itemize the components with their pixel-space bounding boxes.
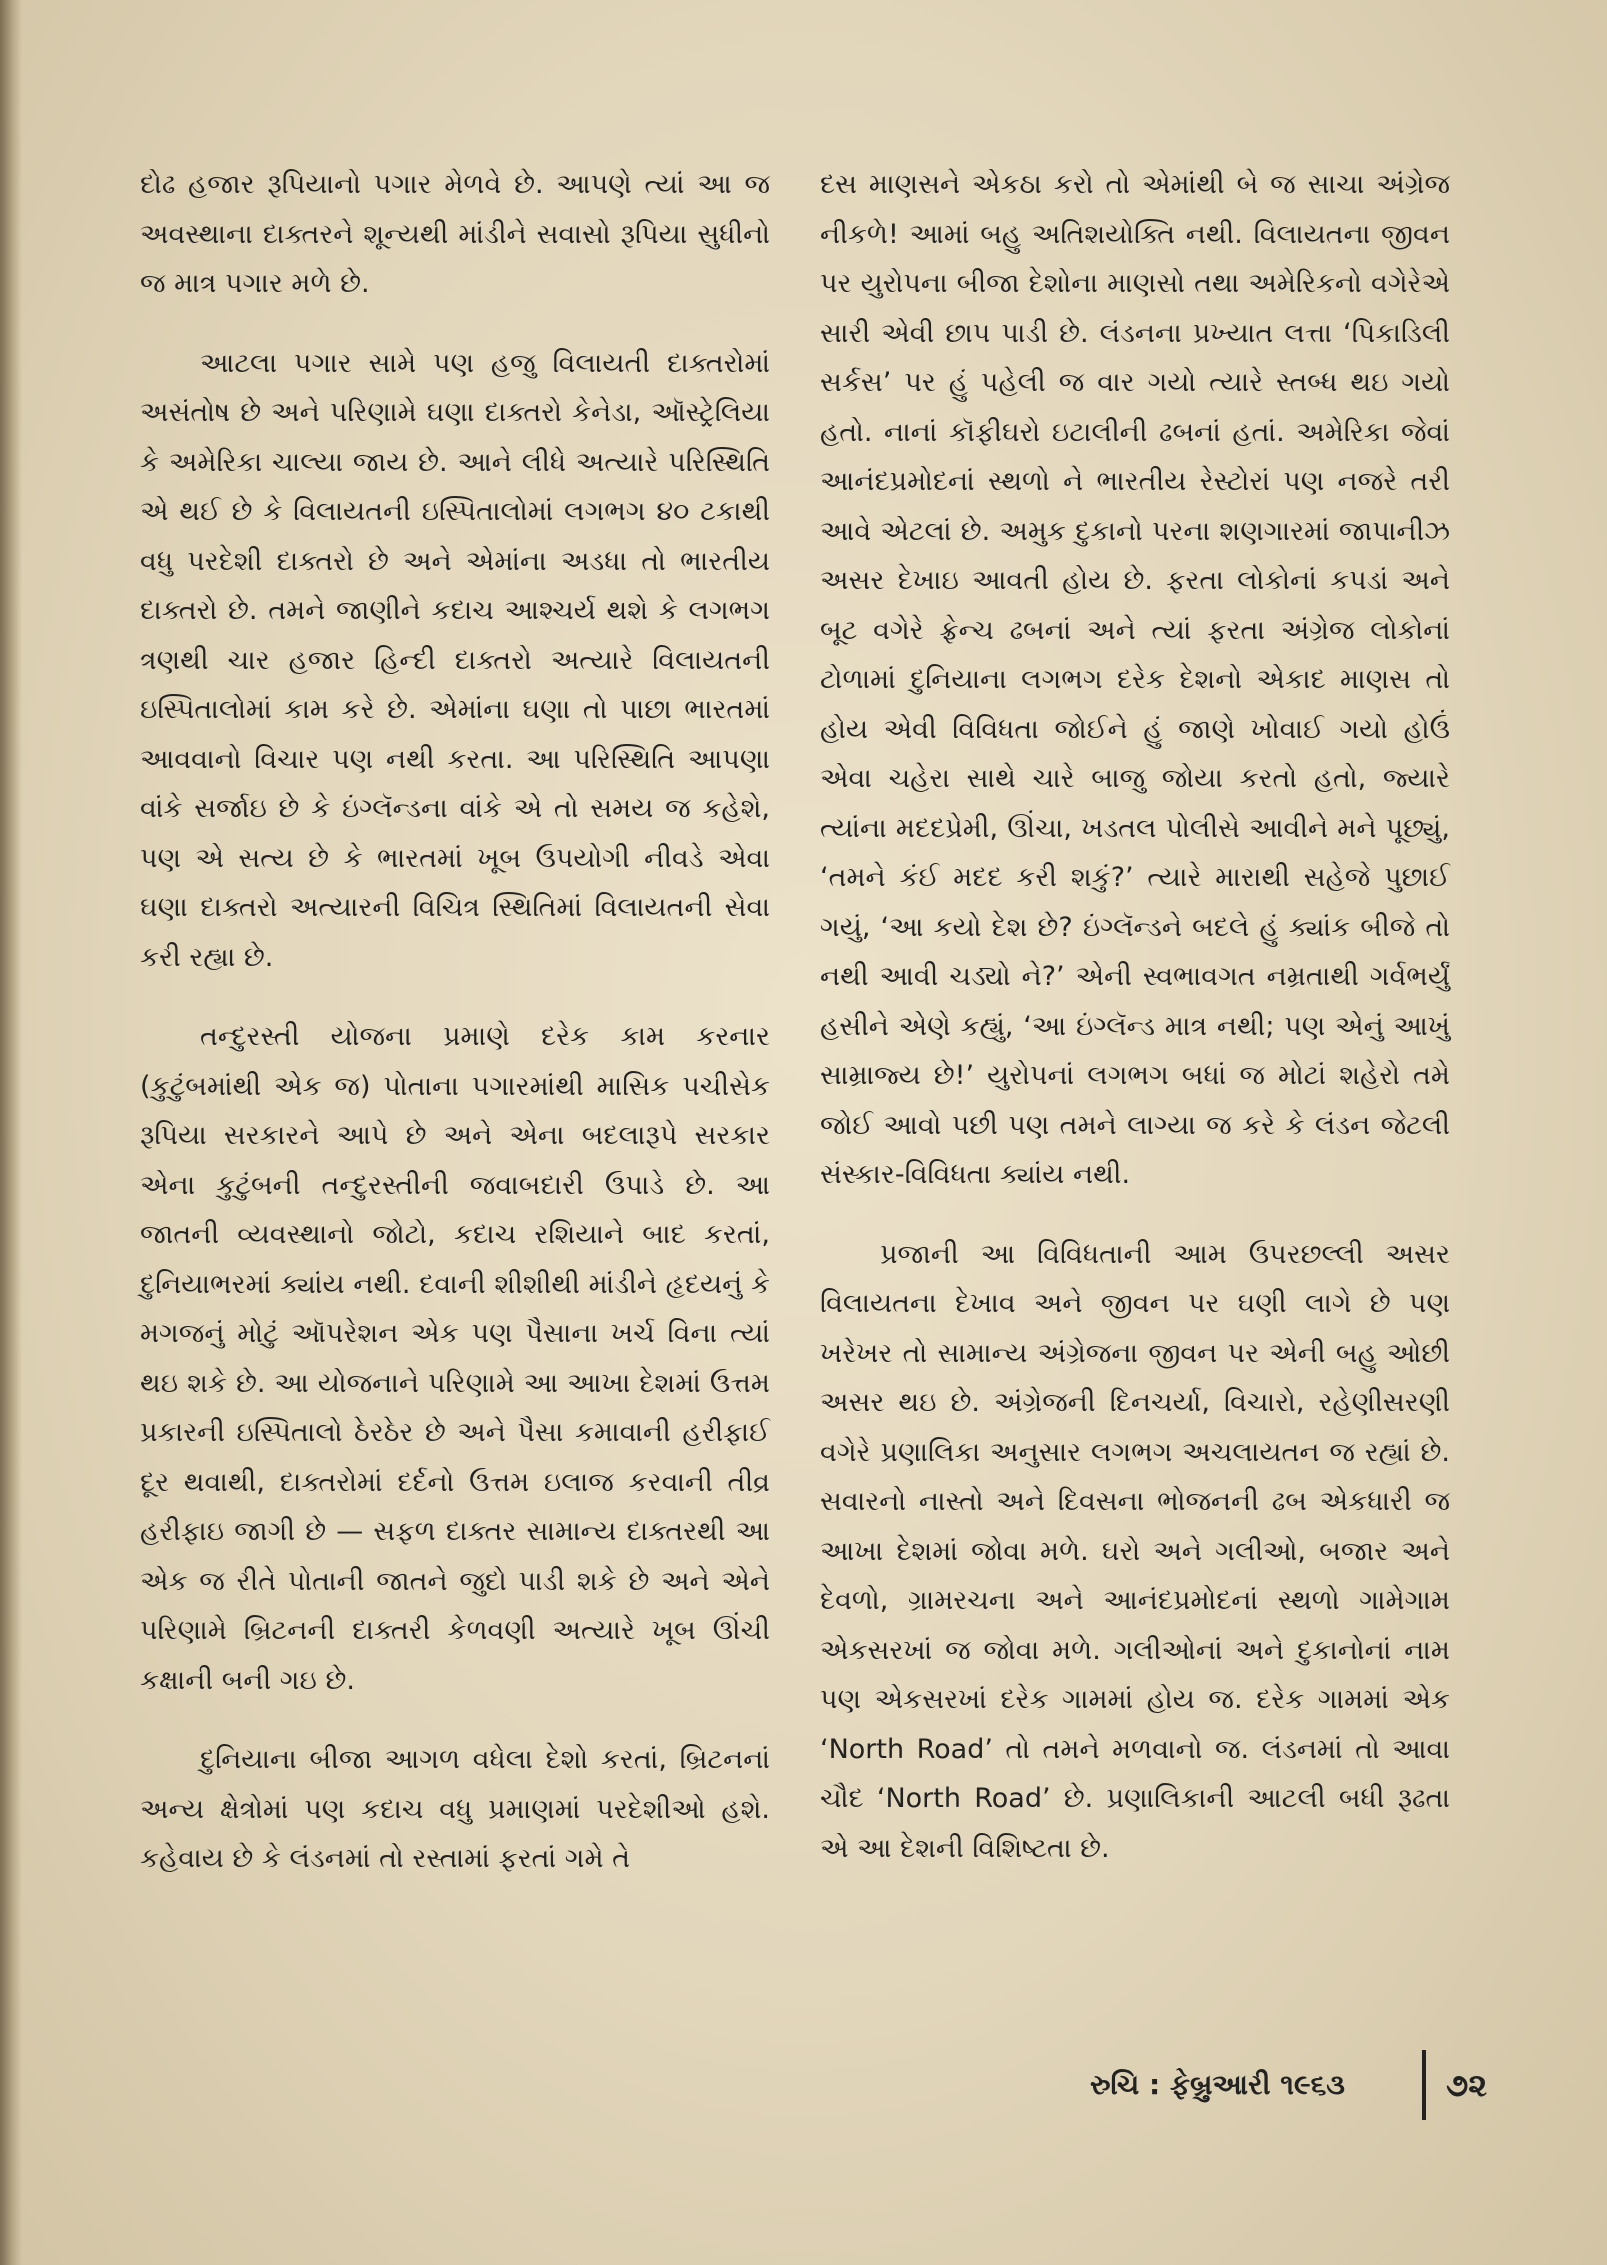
right-paragraph-1: દસ માણસને એકઠા કરો તો એમાંથી બે જ સાચા અંગ્રેજ નીકળે! આમાં બહુ અતિશયોક્તિ નથી. વિલાયતના જીવન પર યુરોપના બીજા દેશોના માણસો તથા અમેરિકનો વગેરેએ સારી એવી છાપ પાડી છે. લંડનના પ્રખ્યાત લત્તા ‘પિકાડિલી સર્કસ’ પર હું પહેલી જ વાર ગયો ત્યારે સ્તબ્ધ થઇ ગયો હતો. નાનાં કૉફીઘરો ઇટાલીની ઢબનાં હતાં. અમેરિકા જેવાં આનંદપ્રમોદનાં સ્થળો ને ભારતીય રેસ્ટોરાં પણ નજરે તરી આવે એટલાં છે. અમુક દુકાનો પરના શણગારમાં જાપાનીઝ અસર દેખાઇ આવતી હોય છે. ફરતા લોકોનાં કપડાં અને બૂટ વગેરે ફ્રેન્ચ ઢબનાં અને ત્યાં ફરતા અંગ્રેજ લોકોનાં ટોળામાં દુનિયાના લગભગ દરેક દેશનો એકાદ માણસ તો હોય એવી વિવિધતા જોઈને હું જાણે ખોવાઈ ગયો હોઉં એવા ચહેરા સાથે ચારે બાજુ જોયા કરતો હતો, જ્યારે ત્યાંના મદદપ્રેમી, ઊંચા, ખડતલ પોલીસે આવીને મને પૂછ્યું, ‘તમને કંઈ મદદ કરી શકું?’ ત્યારે મારાથી સહેજે પુછાઈ ગયું, ‘આ કયો દેશ છે? ઇંગ્લૅન્ડને બદલે હું ક્યાંક બીજે તો નથી આવી ચડ્યો ને?’ એની સ્વભાવગત નમ્રતાથી ગર્વભર્યું હસીને એણે કહ્યું, ‘આ ઇંગ્લૅન્ડ માત્ર નથી; પણ એનું આખું સામ્રાજ્ય છે!’ યુરોપનાં લગભગ બધાં જ મોટાં શહેરો તમે જોઈ આવો પછી પણ તમને લાગ્યા જ કરે કે લંડન જેટલી સંસ્કાર-વિવિધતા ક્યાંય નથી.: [820, 169, 1450, 1190]
binding-shadow: [0, 0, 22, 2265]
page-number: ૭૨: [1446, 2066, 1488, 2104]
left-paragraph-2: આટલા પગાર સામે પણ હજુ વિલાયતી દાક્તરોમાં અસંતોષ છે અને પરિણામે ઘણા દાક્તરો કેનેડા, ઑસ્ટ્રેલિયા કે અમેરિકા ચાલ્યા જાય છે. આને લીધે અત્યારે પરિસ્થિતિ એ થઈ છે કે વિલાયતની ઇસ્પિતાલોમાં લગભગ ૪૦ ટકાથી વધુ પરદેશી દાક્તરો છે અને એમાંના અડધા તો ભારતીય દાક્તરો છે. તમને જાણીને કદાચ આશ્ચર્ય થશે કે લગભગ ત્રણથી ચાર હજાર હિન્દી દાક્તરો અત્યારે વિલાયતની ઇસ્પિતાલોમાં કામ કરે છે. એમાંના ઘણા તો પાછા ભારતમાં આવવાનો વિચાર પણ નથી કરતા. આ પરિસ્થિતિ આપણા વાંકે સર્જાઇ છે કે ઇંગ્લૅન્ડના વાંકે એ તો સમય જ કહેશે, પણ એ સત્ય છે કે ભારતમાં ખૂબ ઉપયોગી નીવડે એવા ઘણા દાક્તરો અત્યારની વિચિત્ર સ્થિતિમાં વિલાયતની સેવા કરી રહ્યા છે.: [140, 347, 770, 973]
footer-publication-date: રુચિ : ફેબ્રુઆરી ૧૯૬૩: [1090, 2068, 1345, 2101]
left-paragraph-3: તન્દુરસ્તી યોજના પ્રમાણે દરેક કામ કરનાર (કુટુંબમાંથી એક જ) પોતાના પગારમાંથી માસિક પચીસેક રૂપિયા સરકારને આપે છે અને એના બદલારૂપે સરકાર એના કુટુંબની તન્દુરસ્તીની જવાબદારી ઉપાડે છે. આ જાતની વ્યવસ્થાનો જોટો, કદાચ રશિયાને બાદ કરતાં, દુનિયાભરમાં ક્યાંય નથી. દવાની શીશીથી માંડીને હૃદયનું કે મગજનું મોટું ઑપરેશન એક પણ પૈસાના ખર્ચ વિના ત્યાં થઇ શકે છે. આ યોજનાને પરિણામે આ આખા દેશમાં ઉત્તમ પ્રકારની ઇસ્પિતાલો ઠેરઠેર છે અને પૈસા કમાવાની હરીફાઈ દૂર થવાથી, દાક્તરોમાં દર્દનો ઉત્તમ ઇલાજ કરવાની તીવ્ર હરીફાઇ જાગી છે — સફળ દાક્તર સામાન્ય દાક્તરથી આ એક જ રીતે પોતાની જાતને જુદો પાડી શકે છે અને એને પરિણામે બ્રિટનની દાક્તરી કેળવણી અત્યારે ખૂબ ઊંચી કક્ષાની બની ગઇ છે.: [140, 1021, 770, 1696]
page-footer: [1090, 2050, 1510, 2120]
footer-divider: [1422, 2050, 1426, 2120]
right-paragraph-2: પ્રજાની આ વિવિધતાની આમ ઉપરછલ્લી અસર વિલાયતના દેખાવ અને જીવન પર ઘણી લાગે છે પણ ખરેખર તો સામાન્ય અંગ્રેજના જીવન પર એની બહુ ઓછી અસર થઇ છે. અંગ્રેજની દિનચર્યા, વિચારો, રહેણીસરણી વગેરે પ્રણાલિકા અનુસાર લગભગ અચલાયતન જ રહ્યાં છે. સવારનો નાસ્તો અને દિવસના ભોજનની ઢબ એકધારી જ આખા દેશમાં જોવા મળે. ઘરો અને ગલીઓ, બજાર અને દેવળો, ગ્રામરચના અને આનંદપ્રમોદનાં સ્થળો ગામેગામ એકસરખાં જ જોવા મળે. ગલીઓનાં અને દુકાનોનાં નામ પણ એકસરખાં દરેક ગામમાં હોય જ. દરેક ગામમાં એક ‘North Road’ તો તમને મળવાનો જ. લંડનમાં તો આવા ચૌદ ‘North Road’ છે. પ્રણાલિકાની આટલી બધી રૂઢતા એ આ દેશની વિશિષ્ટતા છે.: [820, 1238, 1450, 1864]
left-column: [140, 160, 770, 1914]
right-column: [820, 160, 1450, 1903]
left-paragraph-4: દુનિયાના બીજા આગળ વધેલા દેશો કરતાં, બ્રિટનનાં અન્ય ક્ષેત્રોમાં પણ કદાચ વધુ પ્રમાણમાં પરદેશીઓ હશે. કહેવાય છે કે લંડનમાં તો રસ્તામાં ફરતાં ગમે તે: [140, 1744, 770, 1874]
left-paragraph-1: દોઢ હજાર રૂપિયાનો પગાર મેળવે છે. આપણે ત્યાં આ જ અવસ્થાના દાક્તરને શૂન્યથી માંડીને સવાસો રૂપિયા સુધીનો જ માત્ર પગાર મળે છે.: [140, 169, 770, 299]
